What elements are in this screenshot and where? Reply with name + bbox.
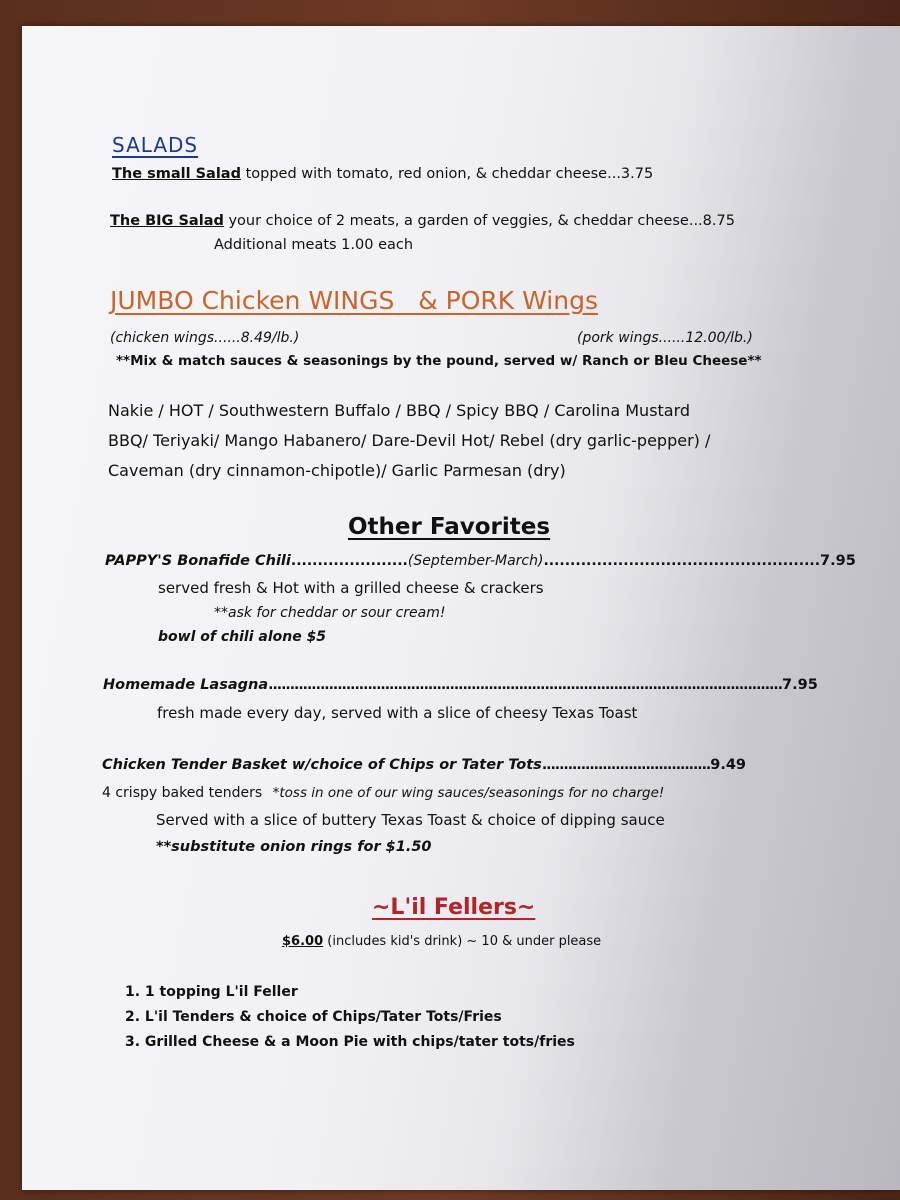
lasagna-desc: fresh made every day, served with a slice of cheesy Texas Toast (157, 704, 638, 722)
pork-wings-price: (pork wings......12.00/lb.) (577, 330, 753, 346)
tender-desc-3: **substitute onion rings for $1.50 (156, 839, 432, 855)
small-salad-line (112, 166, 653, 182)
kids-price-line (282, 934, 601, 949)
tender-price: 9.49 (710, 757, 747, 773)
chili-price: 7.95 (820, 553, 856, 569)
sauces-line-1: Nakie / HOT / Southwestern Buffalo / BBQ / Spicy BBQ / Carolina Mustard (108, 401, 691, 420)
salads-heading: SALADS (112, 133, 199, 157)
chili-desc: served fresh & Hot with a grilled cheese & crackers (158, 579, 544, 597)
wings-heading: JUMBO Chicken WINGS & PORK Wings (110, 286, 598, 315)
chili-dots-1: ...................... (290, 553, 408, 569)
kids-item-2: 2. L'il Tenders & choice of Chips/Tater Tots/Fries (125, 1009, 502, 1025)
sauces-line-3: Caveman (dry cinnamon-chipotle)/ Garlic Parmesan (dry) (108, 461, 566, 480)
lasagna-dots: ....................................................................................................................... (268, 677, 783, 693)
chili-note: **ask for cheddar or sour cream! (214, 605, 446, 621)
small-salad-name: The small Salad (112, 166, 241, 182)
big-salad-desc: your choice of 2 meats, a garden of veggies, & cheddar cheese...8.75 (228, 213, 735, 229)
kids-price-note: (includes kid's drink) ~ 10 & under please (327, 934, 602, 949)
kids-price: $6.00 (282, 934, 324, 949)
small-salad-desc: topped with tomato, red onion, & cheddar cheese...3.75 (245, 166, 654, 182)
kids-item-3: 3. Grilled Cheese & a Moon Pie with chips/tater tots/fries (125, 1034, 575, 1050)
tender-line (102, 757, 746, 773)
tender-dots: ....................................... (541, 757, 711, 773)
wings-note: **Mix & match sauces & seasonings by the pound, served w/ Ranch or Bleu Cheese** (116, 353, 762, 369)
tender-name: Chicken Tender Basket w/choice of Chips or Tater Tots (102, 757, 542, 773)
lasagna-line (103, 677, 818, 693)
chili-line (105, 553, 856, 569)
big-salad-line (110, 213, 735, 229)
chili-name: PAPPY'S Bonafide Chili (105, 553, 291, 569)
tender-desc-1: 4 crispy baked tenders (102, 785, 263, 801)
chili-dots-2: .................................................... (543, 553, 821, 569)
chili-season: (September-March) (407, 553, 544, 569)
tender-desc-1b: *toss in one of our wing sauces/seasonings for no charge! (272, 785, 665, 801)
big-salad-note: Additional meats 1.00 each (214, 237, 414, 253)
chili-bowl: bowl of chili alone $5 (158, 629, 327, 645)
sauces-line-2: BBQ/ Teriyaki/ Mango Habanero/ Dare-Devil Hot/ Rebel (dry garlic-pepper) / (108, 431, 711, 450)
big-salad-name: The BIG Salad (110, 213, 224, 229)
tender-desc-2: Served with a slice of buttery Texas Toast & choice of dipping sauce (156, 811, 665, 829)
kids-item-1: 1. 1 topping L'il Feller (125, 984, 298, 1000)
chicken-wings-price: (chicken wings......8.49/lb.) (110, 330, 300, 346)
tender-desc-1-line (102, 785, 664, 801)
lasagna-price: 7.95 (782, 677, 818, 693)
other-favorites-heading: Other Favorites (348, 514, 551, 540)
lil-fellers-heading: ~L'il Fellers~ (372, 895, 536, 920)
lasagna-name: Homemade Lasagna (103, 677, 269, 693)
